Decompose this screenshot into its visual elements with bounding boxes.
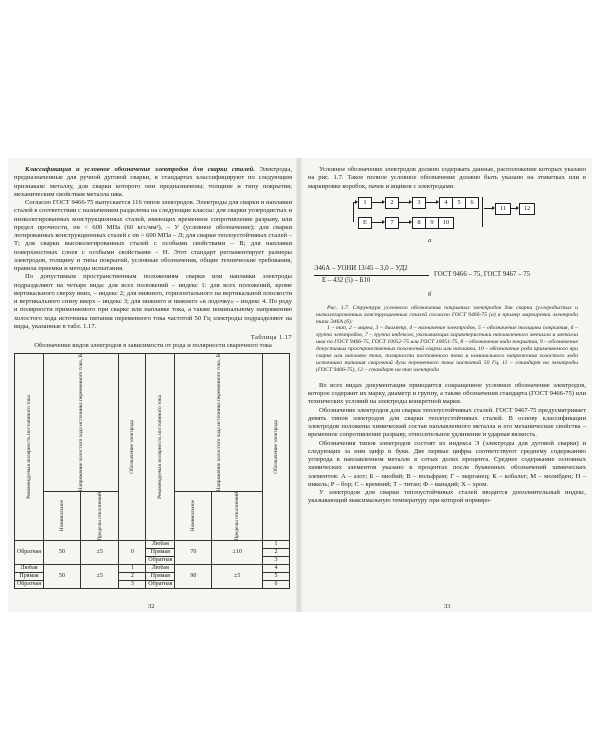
- paragraph: Обозначение электродов для сварки теплоустойчивых сталей. ГОСТ 9467-75 предусматривает девять типов электродов для сварки теплоустойчивых сталей. В основу классификации электродов положены химический состав наплавленного металла и его механические свойства – временное сопротивление разрыву, относительное удлинение и ударная вязкость.: [308, 406, 586, 439]
- box-3: 3: [412, 197, 426, 209]
- cell-polarity-2: Обратная: [146, 581, 175, 589]
- formula-numerator: Э46А – УОНИ 13/45 – 3,0 – УД2: [314, 264, 408, 272]
- box-4: 4: [439, 197, 453, 209]
- cell-code-2: 3: [263, 557, 290, 565]
- paragraph: Условное обозначение электродов должно содержать данные, расположение которых указано на рис. 1.7. Такое полное условное обозначение должно быть указано на этикетках или в маркировке коробок, пачек и ящиков с электродами.: [308, 166, 586, 190]
- table-number: Таблица 1.17: [250, 334, 292, 341]
- cell-polarity-2: Прямая: [146, 573, 175, 581]
- cell-nominal: 50: [44, 541, 81, 565]
- header-voltage: Напряжение холостого хода источника переменного тока, В: [44, 353, 119, 491]
- cell-polarity-2: Любая: [146, 565, 175, 573]
- box-8: 8: [412, 217, 426, 229]
- diagram-label-a: а: [428, 236, 432, 244]
- cell-polarity: Обратная: [15, 581, 44, 589]
- box-e: E: [358, 217, 372, 229]
- paragraph: Обозначения типов электродов состоят из индекса Э (электроды для дуговой сварки) и следующих за ним цифр и букв. Две первые цифры соответствуют среднему содержанию углерода в наплавленном металле в сотых долях процента. Среднее содержание основных химических элементов указано в процентах после буквенных обозначений химических элементов: А – азот; Б – ниобий; В – вольфрам; Г – марганец; К – кобальт; М – молибден; Н – никель; Р – бор; С – кремний; Т – титан; Ф – ванадий; Х – хром.: [308, 439, 586, 488]
- header-deviation: Пределы отклонений: [81, 491, 119, 541]
- section-heading: Классификация и условное обозначение электродов для сварки сталей.: [25, 166, 255, 173]
- arrow: [484, 208, 494, 209]
- arrow: [371, 222, 384, 223]
- box-6: 6: [465, 197, 479, 209]
- cell-code-2: 6: [263, 581, 290, 589]
- box-1: 1: [358, 197, 372, 209]
- cell-nominal: 50: [44, 565, 81, 589]
- fraction-line: [314, 275, 429, 276]
- cell-deviation-2: ±10: [212, 541, 263, 565]
- cell-code-2: 1: [263, 541, 290, 549]
- header-deviation-2: Пределы отклонений: [212, 491, 263, 541]
- cell-nominal-2: 70: [175, 541, 212, 565]
- arrow: [353, 202, 357, 203]
- formula-standards: ГОСТ 9466 – 75, ГОСТ 9467 – 75: [434, 270, 531, 278]
- book-gutter: [296, 158, 302, 612]
- box-2: 2: [385, 197, 399, 209]
- cell-code-2: 5: [263, 573, 290, 581]
- cell-code: 2: [119, 573, 146, 581]
- diagram-label-b: б: [428, 290, 432, 298]
- cell-polarity-2: Обратная: [146, 557, 175, 565]
- section-intro-text: Электроды, предназначенные для ручной дуговой сварки, в стандартах классифицируют по следующим признакам: металлу, для сварки которого они предназначены; толщине и типу покрытия; механическим свойствам металла шва.: [14, 166, 292, 198]
- cell-polarity: Прямая: [15, 573, 44, 581]
- paragraph: У электродов для сварки теплоустойчивых сталей вводится дополнительный индекс, указывающий максимальную температуру при которой нормиро-: [308, 489, 586, 505]
- cell-code-2: 2: [263, 549, 290, 557]
- formula-denominator: Е – 432 (5) – Б10: [322, 276, 371, 284]
- figure-caption: [308, 305, 586, 374]
- header-code: Обозначение электрода: [119, 353, 146, 541]
- caption-title: Рис. 1.7. Структура условного обозначения покрытых электродов для сварки (углеродистых и низколегированных конструкционных сталей согласно ГОСТ 9466-75 (а) и пример маркировки электрода типа Э46А (б):: [316, 304, 578, 325]
- arrow: [398, 222, 411, 223]
- cell-code: 1: [119, 565, 146, 573]
- cell-polarity: Любая: [15, 565, 44, 573]
- header-polarity: Рекомендуемая полярность постоянного тока: [15, 353, 44, 541]
- cell-code: 0: [119, 541, 146, 565]
- page-number-right: 33: [444, 603, 451, 610]
- box-5: 5: [452, 197, 466, 209]
- left-page: [14, 166, 292, 589]
- arrow: [425, 202, 438, 203]
- cell-deviation: ±5: [81, 541, 119, 565]
- paragraph: Согласно ГОСТ 9466-75 выпускается 116 типов электродов. Электроды для сварки и наплавки сталей в соответствии с назначением разделены на следующие классы: для сварки углеродистых и низколегированных конструкционных сталей, имеющих временное сопротивление разрыву, или предел прочности, σв < 600 МПа (60 кгс/мм²), – У (условное обозначение); для сварки легированных конструкционных сталей с σв > 600 МПа – Л; для сварки теплоустойчивых сталей – Т; для сварки высоколегированных сталей с особыми свойствами – В; для наплавки поверхностных слоев с особыми свойствами – Н. Этот стандарт регламентирует размеры электродов, толщину и типы покрытий, условные обозначения, общие технические требования, правила приемки и методы испытания.: [14, 199, 292, 272]
- header-voltage-2: Напряжение холостого хода источника переменного тока, В: [175, 353, 263, 491]
- cell-nominal-2: 90: [175, 565, 212, 589]
- paragraph: Во всех видах документации приводится сокращенное условное обозначение электродов, которое содержит их марку, диаметр и группу, а также обозначения стандарта (ГОСТ 9466-75) или технических условий на электроды конкретной марки.: [308, 381, 586, 406]
- cell-polarity-2: Прямая: [146, 549, 175, 557]
- connector-line: [353, 202, 354, 222]
- right-page: [308, 166, 586, 506]
- box-9: 9: [425, 217, 439, 229]
- marking-example: [308, 265, 586, 305]
- header-nominal-2: Номинальное: [175, 491, 212, 541]
- box-7: 7: [385, 217, 399, 229]
- arrow: [510, 208, 518, 209]
- arrow: [398, 202, 411, 203]
- header-code-2: Обозначение электрода: [263, 353, 290, 541]
- table-caption: Обозначение видов электродов в зависимости от рода и полярности сварочного тока: [34, 342, 272, 350]
- cell-deviation: ±5: [81, 565, 119, 589]
- box-11: 11: [495, 203, 511, 215]
- box-12: 12: [519, 203, 535, 215]
- paragraph: По допустимым пространственным положениям сварки или наплавки электроды подразделяют на четыре вида: для всех положений – индекс 1: для всех положений, кроме вертикального сверху вниз, – индекс 2; для нижнего, горизонтального на вертикальной плоскости и вертикального снизу вверх – индекс 3; для нижнего и нижнего «в лодочку» – индекс 4. По роду и полярности применяемого при сварке или наплавке тока, а также номинальному напряжению холостого хода источника питания переменного тока частотой 50 Гц электроды подразделяют на виды, указанные в табл. 1.17.: [14, 273, 292, 330]
- arrow: [371, 202, 384, 203]
- cell-deviation-2: ±5: [212, 565, 263, 589]
- section-intro: [14, 166, 292, 199]
- header-nominal: Номинальное: [44, 491, 81, 541]
- cell-polarity-2: Любая: [146, 541, 175, 549]
- header-polarity-2: Рекомендуемая полярность постоянного тока: [146, 353, 175, 541]
- fraction-bracket: [482, 197, 483, 227]
- table-row: [15, 541, 290, 549]
- box-10: 10: [438, 217, 454, 229]
- table-row: [15, 565, 290, 573]
- cell-polarity: Обратная: [15, 541, 44, 565]
- page-number-left: 32: [148, 603, 155, 610]
- cell-code-2: 4: [263, 565, 290, 573]
- caption-legend: 1 – тип, 2 – марка, 3 – диаметр, 4 – назначение электродов, 5 – обозначение толщины покрытия, 6 – группа электродов, 7 – группа индексов, указывающих характеристики наплавленного металла и металла шва по ГОСТ 9466-75, ГОСТ 10052-75 или ГОСТ 10051-75, 8 – обозначение вида покрытия, 9 – обозначение допустимых пространственных положений сварки или наплавки, 10 – обозначение рода применяемого при сварке или наплавке тока, полярности постоянного тока и номинального напряжения холостого хода источника питания сварочной дуги переменного тока частотой 50 Гц, 11 – стандарт на электроды (ГОСТ 9466-75), 12 – стандарт на тип электрода: [316, 325, 578, 373]
- electrode-table: [14, 353, 290, 590]
- designation-structure-diagram: [308, 195, 586, 265]
- cell-code: 3: [119, 581, 146, 589]
